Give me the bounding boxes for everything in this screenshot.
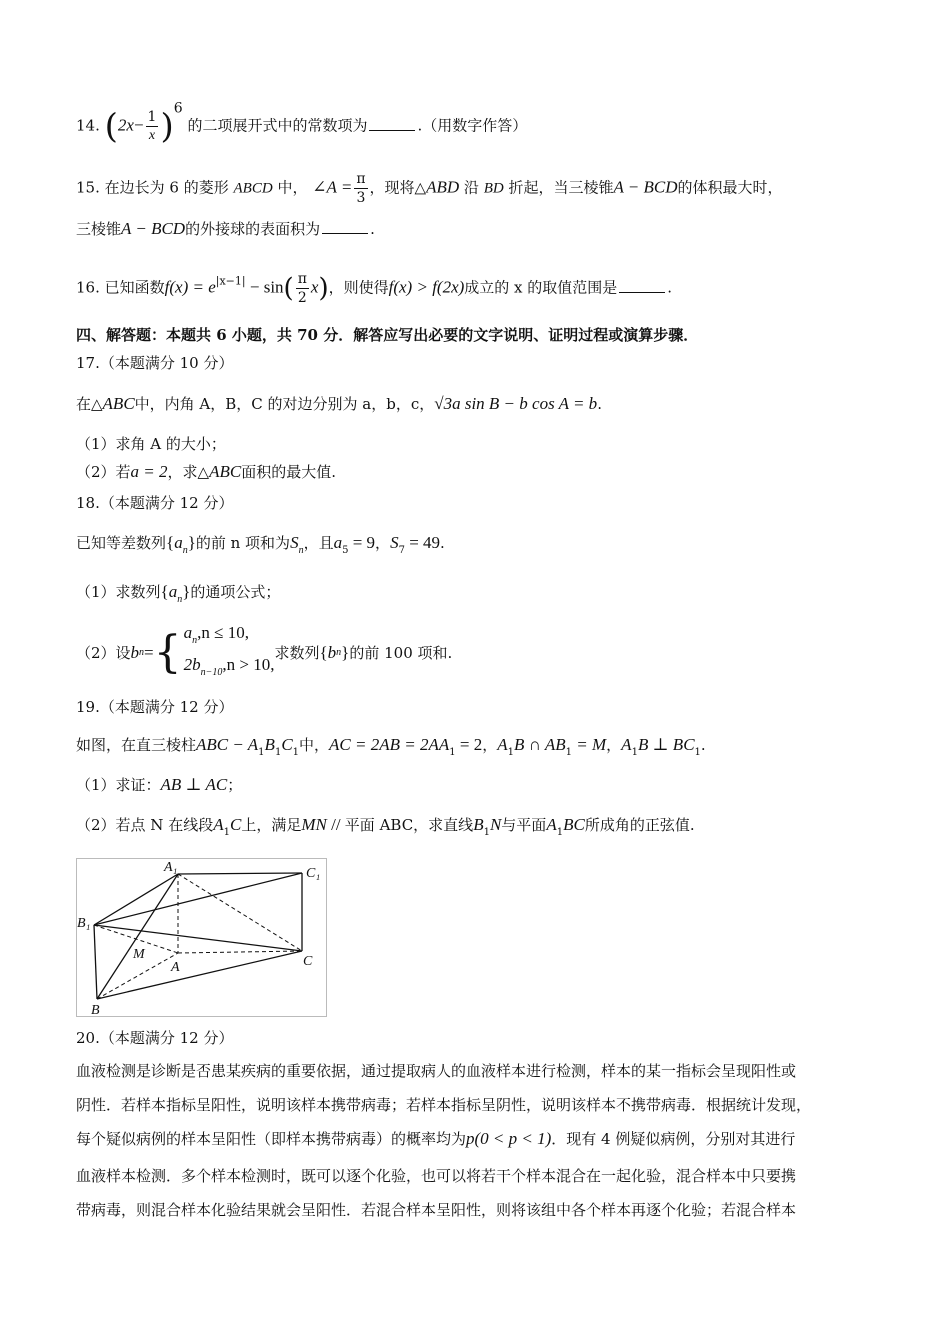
math-term: A xyxy=(621,735,632,754)
question-text: 每个疑似病例的样本呈阳性（即样本携带病毒）的概率均为 xyxy=(76,1130,467,1148)
question-19-header: 19.（本题满分 12 分） xyxy=(76,698,234,716)
question-text: . xyxy=(440,534,445,552)
math-condition: ,n > 10, xyxy=(222,655,275,674)
question-18-header: 18.（本题满分 12 分） xyxy=(76,494,234,512)
math-term: 2x xyxy=(117,115,134,135)
edge-b1c1 xyxy=(94,873,302,925)
question-text: 如图，在直三棱柱 xyxy=(76,736,197,754)
math-inequality: p(0 < p < 1) xyxy=(466,1129,552,1148)
fraction-numerator: π xyxy=(356,171,366,187)
question-text: ，则使得 xyxy=(328,278,389,297)
question-17-part1: （1）求角 A 的大小； xyxy=(76,435,226,453)
fraction xyxy=(354,170,367,207)
math-term: ABC − A xyxy=(196,735,259,754)
math-term: A − BCD xyxy=(121,219,186,238)
question-text: 的外接球的表面积为 xyxy=(185,220,321,238)
paren-right: ) xyxy=(160,106,174,147)
math-term: ABCD xyxy=(233,180,273,197)
question-text: . xyxy=(370,220,375,238)
question-text: 沿 xyxy=(463,178,479,197)
math-term: − sin xyxy=(245,277,284,297)
math-term: 2b xyxy=(183,655,201,674)
question-text: 中， xyxy=(299,736,330,754)
label-c1: C₁ xyxy=(306,866,321,881)
fraction xyxy=(146,108,159,145)
question-text: 中， xyxy=(277,178,308,197)
section-heading: 四、解答题：本题共 6 小题，共 70 分．解答应写出必要的文字说明、证明过程或演算步骤． xyxy=(76,326,699,344)
question-text: 已知函数 xyxy=(104,278,165,297)
question-17-stem xyxy=(76,394,880,414)
answer-blank[interactable] xyxy=(619,278,665,293)
question-text: 平面 ABC，求直线 xyxy=(344,816,474,834)
label-b1: B₁ xyxy=(77,916,91,931)
question-14 xyxy=(76,100,880,147)
question-text: . xyxy=(700,736,706,754)
question-19-stem: 如图，在直三棱柱ABC − $A_1B_1C_1$中，AC = $2AB = 2AA_1 = 2$，$A_1B$ ∩ $AB_1 = M$，$A_1B$ ⊥ $BC_1$. xyxy=(76,735,706,758)
question-19-part1 xyxy=(76,775,880,795)
question-text: （2）若点 N 在线段 xyxy=(76,816,214,834)
edge-bb1 xyxy=(94,925,97,999)
edge-a1c xyxy=(178,874,302,951)
question-15 xyxy=(76,170,880,207)
question-20-line4: 血液样本检测．多个样本检测时，既可以逐个化验，也可以将若干个样本混合在一起化验，混合样本中只要携 xyxy=(76,1167,797,1185)
math-term: a xyxy=(174,533,183,552)
exponent: 6 xyxy=(173,100,183,117)
math-operator: = xyxy=(144,643,154,662)
math-term: ∠A = xyxy=(312,177,353,197)
fraction-numerator: 1 xyxy=(147,109,157,125)
math-term: A xyxy=(546,815,557,834)
edge-b1c xyxy=(94,925,302,951)
question-text: 的通项公式； xyxy=(190,583,281,601)
question-18-stem: 已知等差数列$\{a_n\}$的前 n 项和为$S_n$，且$a_5 = 9$，$S_7 = 49$. xyxy=(76,533,445,556)
piecewise-definition: { $a_n,n \le 10$, $2b_{n-10},n > 10$, xyxy=(153,623,275,678)
math-condition: ,n ≤ 10, xyxy=(197,623,249,642)
question-17-part2 xyxy=(76,462,880,482)
math-term: S xyxy=(390,533,399,552)
paren-left: ( xyxy=(283,273,294,304)
fraction-denominator: x xyxy=(148,128,156,143)
question-text: 与平面 xyxy=(501,816,547,834)
math-term: B xyxy=(473,815,484,834)
math-term: A − BCD xyxy=(613,177,678,197)
math-term: BC xyxy=(563,815,585,834)
question-20-line2: 阴性．若样本指标呈阳性，说明该样本携带病毒；若样本指标呈阴性，说明该样本不携带病毒．根据统计发现， xyxy=(76,1096,812,1114)
math-term: N xyxy=(489,815,502,834)
math-term: f(x) = e xyxy=(164,277,216,297)
edge-a1b1 xyxy=(94,874,178,925)
prism-figure xyxy=(76,858,327,1017)
question-text: ， xyxy=(606,736,622,754)
math-term: a xyxy=(183,623,193,642)
question-20-line1: 血液检测是诊断是否患某疾病的重要依据，通过提取病人的血液样本进行检测，样本的某一指标会呈现阳性或 xyxy=(76,1062,797,1080)
question-20-header: 20.（本题满分 12 分） xyxy=(76,1029,234,1047)
math-term: ABC xyxy=(102,394,135,413)
question-text: 已知等差数列 xyxy=(76,534,167,552)
question-text: （1）求数列 xyxy=(76,583,161,601)
label-c: C xyxy=(303,954,313,969)
math-term: B ∩ AB xyxy=(514,735,566,754)
question-text: 的体积最大时， xyxy=(677,178,783,197)
math-term: a xyxy=(168,582,178,601)
math-term: MN xyxy=(301,815,327,834)
math-term: ABD xyxy=(426,177,460,197)
question-19-part2: （2）若点 N 在线段$A_1C$上，满足MN // 平面 ABC，求直线$B_1N$与平面$A_1BC$所成角的正弦值. xyxy=(76,815,695,838)
label-b: B xyxy=(91,1003,100,1016)
question-text: 中，内角 A，B，C 的对边分别为 a，b，c， xyxy=(134,395,435,413)
question-text: 在边长为 6 的菱形 xyxy=(104,178,229,197)
math-term: a xyxy=(333,533,343,552)
question-text: . xyxy=(597,395,602,413)
math-term: S xyxy=(290,533,299,552)
paren-right: ) xyxy=(318,273,329,304)
edge-bc xyxy=(97,951,302,999)
math-term: b xyxy=(327,643,337,662)
question-text: ， xyxy=(482,736,498,754)
math-term: x xyxy=(310,277,319,297)
question-16 xyxy=(76,270,880,307)
answer-blank[interactable] xyxy=(369,116,415,131)
question-text: ．现有 4 例疑似病例，分别对其进行 xyxy=(551,1130,796,1148)
math-term: BD xyxy=(483,180,504,197)
math-equation: AB ⊥ AC xyxy=(160,775,228,794)
math-term: = M xyxy=(572,735,607,754)
question-text: 成立的 x 的取值范围是 xyxy=(464,278,618,297)
paren-left: ( xyxy=(104,106,118,147)
fraction xyxy=(296,270,309,307)
question-15-line2 xyxy=(76,219,880,239)
edge-ac xyxy=(178,951,302,953)
question-text: . xyxy=(667,278,673,297)
question-text: 面积的最大值. xyxy=(241,463,336,481)
fraction-numerator: π xyxy=(297,271,307,287)
prism-diagram xyxy=(77,859,326,1016)
question-text: 的前 100 项和. xyxy=(349,644,453,662)
fraction-denominator: 3 xyxy=(356,190,366,206)
label-a: A xyxy=(171,960,180,975)
question-text: ，求△ xyxy=(167,463,210,481)
question-text: ，现将△ xyxy=(369,178,427,197)
question-18-part1: （1）求数列$\{a_n\}$的通项公式； xyxy=(76,582,281,605)
question-text: （2）若 xyxy=(76,463,131,481)
question-text: 的二项展开式中的常数项为 xyxy=(187,116,368,135)
math-equation: a = 2 xyxy=(130,462,168,481)
question-text: 折起，当三棱锥 xyxy=(508,178,614,197)
edge-a1c1 xyxy=(178,873,302,874)
question-text: ； xyxy=(227,776,243,794)
fraction-denominator: 2 xyxy=(297,290,307,306)
question-text: ，且 xyxy=(303,534,334,552)
question-text: ， xyxy=(375,534,391,552)
question-text: 在△ xyxy=(76,395,103,413)
math-term: A xyxy=(497,735,508,754)
subscript: n−10 xyxy=(200,667,223,678)
question-text: 求数列 xyxy=(274,644,320,662)
math-value: = 49 xyxy=(404,533,441,552)
math-value: = 9 xyxy=(348,533,376,552)
question-number: 15. xyxy=(76,178,100,197)
question-number: 14. xyxy=(76,116,100,135)
question-20-line5: 带病毒，则混合样本化验结果就会呈阳性．若混合样本呈阳性，则将该组中各个样本再逐个化验；若混合样本 xyxy=(76,1201,797,1219)
math-term: C xyxy=(229,815,242,834)
math-term: b xyxy=(130,643,140,662)
math-value: = 2 xyxy=(455,735,483,754)
question-number: 16. xyxy=(76,278,100,297)
question-20-line3 xyxy=(76,1129,880,1149)
label-a1: A₁ xyxy=(164,860,178,875)
answer-blank[interactable] xyxy=(322,219,368,234)
math-operator: − xyxy=(133,115,144,135)
question-text: .（用数字作答） xyxy=(417,116,528,135)
question-text: 三棱锥 xyxy=(76,220,122,238)
math-term: A xyxy=(213,815,224,834)
label-m: M xyxy=(133,947,145,962)
question-17-header: 17.（本题满分 10 分） xyxy=(76,354,234,372)
edge-ba1 xyxy=(97,874,178,999)
math-term: B ⊥ BC xyxy=(637,735,695,754)
question-text: 所成角的正弦值. xyxy=(584,816,695,834)
math-term: ABC xyxy=(209,462,242,481)
question-text: （1）求证： xyxy=(76,776,161,794)
question-text: 上，满足 xyxy=(241,816,302,834)
question-text: （2）设 xyxy=(76,644,131,662)
exponent: |x−1| xyxy=(215,274,246,288)
math-term: f(x) > f(2x) xyxy=(388,277,465,297)
math-equation: √3a sin B − b cos A = b xyxy=(434,394,598,413)
math-operator: // xyxy=(326,815,345,834)
math-equation: AC = 2AB = 2AA xyxy=(329,735,450,754)
question-text: 的前 n 项和为 xyxy=(195,534,291,552)
question-18-part2: （2）设 b n = { $a_n,n \le 10$, $2b_{n-10},n > 10$, 求数列 { b n } 的前 100 项和. xyxy=(76,628,880,678)
